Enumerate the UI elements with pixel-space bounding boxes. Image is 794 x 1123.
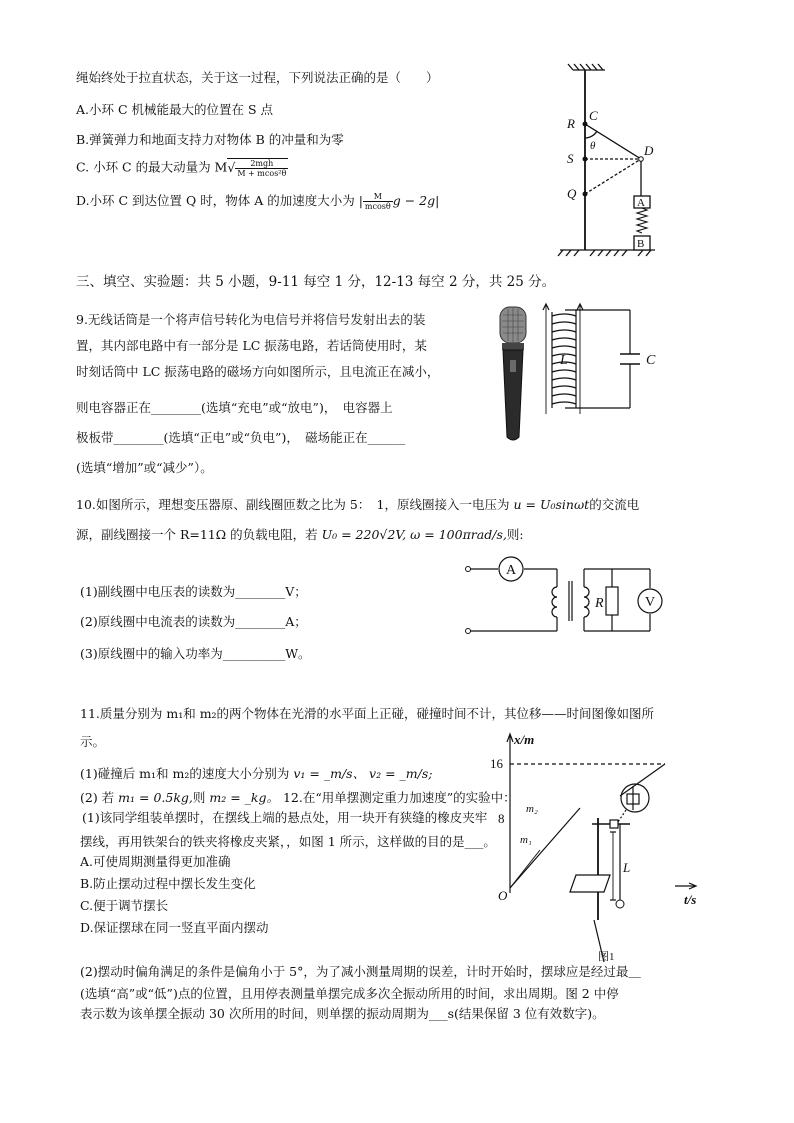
label-c: C xyxy=(646,353,656,368)
q10-line-1 xyxy=(76,497,639,513)
q11-part-2 xyxy=(80,790,516,806)
figure-caption: 图1 xyxy=(598,951,615,963)
q10-line-1-suffix: 的交流电 xyxy=(589,497,640,512)
q11-part-1-text: (1)碰撞后 m₁和 m₂的速度大小分别为 xyxy=(80,766,294,781)
x-axis-label: x/m xyxy=(514,732,535,747)
q12-part2-line-1: (2)摆动时偏角满足的条件是偏角小于 5°，为了减小测量周期的误差，计时开始时，摆球应是经过最＿ xyxy=(80,964,641,979)
q12-option-d: D.保证摆球在同一竖直平面内摆动 xyxy=(80,920,269,935)
q10-item-2: (2)原线圈中电流表的读数为________A； xyxy=(80,614,307,629)
tick-8: 8 xyxy=(498,811,505,826)
q11-mass-formula: m₁ = 0.5kg, xyxy=(118,790,193,805)
q10-line-2 xyxy=(76,527,524,543)
q9-line-5: 极板带________(选填“正电”或“负电”)， 磁场能正在______ xyxy=(76,430,406,445)
resistor-r xyxy=(606,587,618,615)
label-q: Q xyxy=(567,186,577,201)
q8-figure xyxy=(555,60,675,255)
q12-part2-line-2: (选填“高”或“低”)点的位置，且用停表测量单摆完成多次全振动所用的时间，求出周期。图 2 中停 xyxy=(80,986,619,1001)
q12-option-b: B.防止摆动过程中摆长发生变化 xyxy=(80,876,256,891)
q11-velocity-formula: v₁ = _m/s、 v₂ = _m/s; xyxy=(293,766,433,781)
section-3-heading: 三、填空、实验题：共 5 小题，9-11 每空 1 分，12-13 每空 2 分，共 25 分。 xyxy=(76,274,556,290)
q9-line-4: 则电容器正在________(选填“充电”或“放电”)， 电容器上 xyxy=(76,400,393,415)
q11-part-2-prefix: (2) 若 xyxy=(80,790,119,805)
q8-option-d xyxy=(76,192,439,211)
label-m2: m₂ xyxy=(526,803,538,815)
angle-arc xyxy=(585,131,597,138)
label-r: R xyxy=(567,116,575,131)
q9-line-3: 时刻话筒中 LC 振荡电路的磁场方向如图所示，且电流正在减小， xyxy=(76,364,440,379)
length-label: L xyxy=(623,860,631,875)
q8-option-a: A.小环 C 机械能最大的位置在 S 点 xyxy=(76,102,274,117)
tick-16: 16 xyxy=(490,756,503,771)
q8-option-d-den: mcosθ xyxy=(364,202,391,211)
q10-voltage-formula: u = U₀sinωt xyxy=(513,497,590,512)
q12-option-c: C.便于调节摆长 xyxy=(80,898,169,913)
q8-option-d-suffix: g − 2g| xyxy=(392,193,440,208)
q9-line-2: 置，其内部电路中有一部分是 LC 振荡电路，若话筒使用时，某 xyxy=(76,338,427,353)
t-axis-label: t/s xyxy=(684,892,697,907)
pendulum-bob xyxy=(616,900,624,908)
spring xyxy=(637,208,647,233)
microphone-image xyxy=(497,305,529,445)
q9-line-1: 9.无线话筒是一个将声信号转化为电信号并将信号发射出去的装 xyxy=(76,312,426,327)
q11-part-2-mid: 则 xyxy=(192,790,210,805)
pulley-d xyxy=(639,157,644,162)
q10-item-1: (1)副线圈中电压表的读数为________V； xyxy=(80,584,307,599)
resistor-label: R xyxy=(595,596,604,611)
point-s xyxy=(583,157,588,162)
secondary-coil xyxy=(584,587,589,617)
label-a: A xyxy=(637,197,645,209)
dashed-line-q xyxy=(585,159,641,194)
ammeter-label: A xyxy=(505,563,517,578)
point-q xyxy=(583,192,588,197)
q8-option-c-den: M + mcos²θ xyxy=(237,169,287,178)
label-theta: θ xyxy=(590,140,596,152)
q8-option-b: B.弹簧弹力和地面支持力对物体 B 的冲量和为零 xyxy=(76,132,344,147)
terminal-bottom xyxy=(466,629,471,634)
q12-option-a: A.可使周期测量得更加准确 xyxy=(80,854,231,869)
label-s: S xyxy=(567,151,574,166)
stand-base xyxy=(570,875,610,892)
label-d: D xyxy=(644,143,654,158)
q11-line-1: 11.质量分别为 m₁和 m₂的两个物体在光滑的水平面上正碰，碰撞时间不计，其位移——时间图像如图所 xyxy=(80,706,655,721)
q11-part-1 xyxy=(80,766,433,782)
lc-circuit xyxy=(540,302,656,417)
label-b: B xyxy=(637,238,645,250)
voltmeter-label: V xyxy=(644,595,656,610)
q8-intro: 绳始终处于拉直状态，关于这一过程，下列说法正确的是（ ） xyxy=(76,70,439,85)
label-c: C xyxy=(589,108,598,123)
label-m1: m₁ xyxy=(520,834,532,846)
q10-params-formula: U₀ = 220√2V, ω = 100πrad/s, xyxy=(321,527,507,542)
q10-line-1-text: 10.如图所示，理想变压器原、副线圈匝数之比为 5： 1，原线圈接入一电压为 xyxy=(76,497,514,512)
q8-option-c-prefix: C. 小环 C 的最大动量为 M xyxy=(76,159,228,175)
origin-label: O xyxy=(498,888,508,903)
label-l: L xyxy=(560,353,568,368)
q8-option-d-prefix: D.小环 C 到达位置 Q 时，物体 A 的加速度大小为 | xyxy=(76,193,363,208)
q8-option-c-sqrt: √ $\frac{\text{2mgh}}{\text{M + mcos²θ}}$ xyxy=(227,159,287,178)
q11-line-2: 示。 xyxy=(80,734,106,749)
terminal-top xyxy=(466,567,471,572)
q8-option-d-num: M xyxy=(363,192,393,202)
q8-option-c-num: 2mgh xyxy=(235,159,288,169)
ring-c xyxy=(583,122,588,127)
transformer-circuit xyxy=(462,555,672,640)
q9-line-6: (选填“增加”或“减少”）。 xyxy=(76,460,213,475)
q11-m2-formula: m₂ = _kg。 xyxy=(209,790,279,805)
primary-coil xyxy=(552,587,557,617)
q10-line-2-suffix: 则: xyxy=(506,527,524,542)
q12-part2-line-3: 表示数为该单摆全振动 30 次所用的时间，则单摆的振动周期为___s(结果保留 3 位有效数字)。 xyxy=(80,1006,605,1021)
pendulum-figure xyxy=(570,780,650,965)
q12-part1-line-2: 摆线，再用铁架台的铁夹将橡皮夹紧，，如图 1 所示，这样做的目的是___。 xyxy=(80,834,496,849)
q12-title: 12.在“用单摆测定重力加速度”的实验中： xyxy=(278,790,516,805)
q10-line-2-text: 源，副线圈接一个 R=11Ω 的负载电阻，若 xyxy=(76,527,322,542)
q10-item-3: (3)原线圈中的输入功率为__________W。 xyxy=(80,646,311,661)
q8-option-c xyxy=(76,158,288,178)
q12-part1-line-1: (1)该同学组装单摆时，在摆线上端的悬点处，用一块开有狭缝的橡皮夹牢 xyxy=(82,810,488,825)
